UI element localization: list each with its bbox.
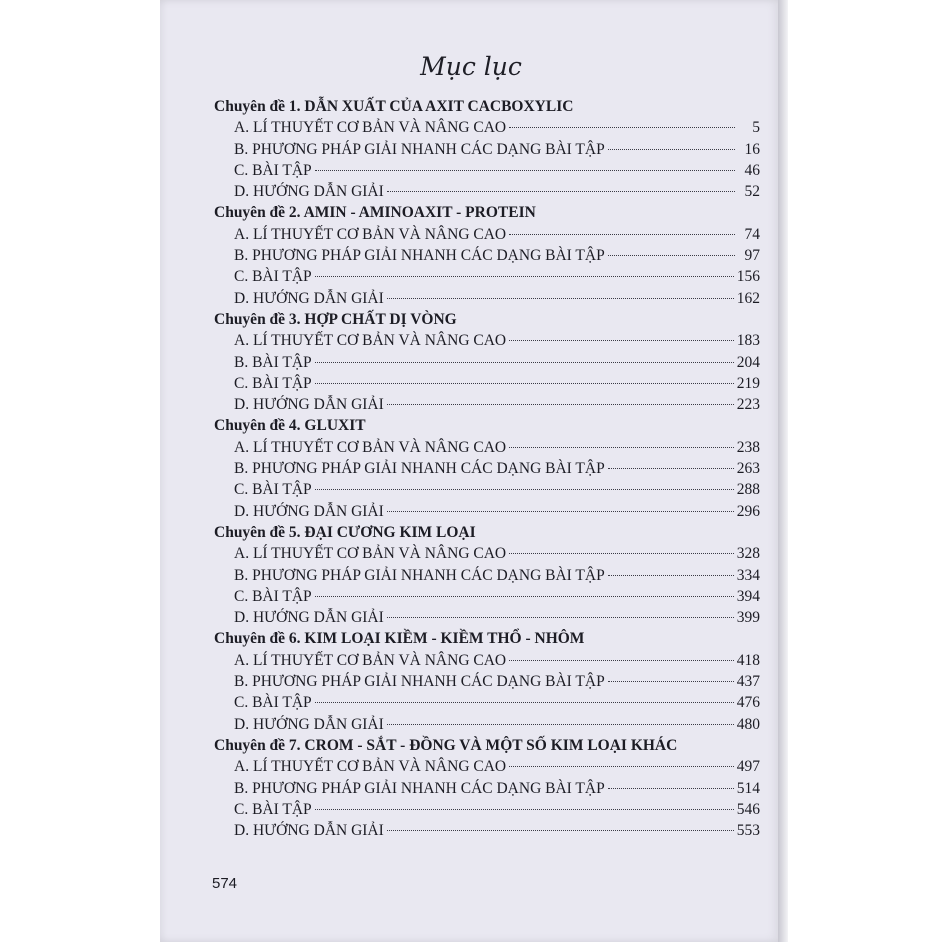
- toc-entry: [214, 266, 760, 287]
- toc-entry-label: C. BÀI TẬP: [234, 694, 312, 712]
- toc-entry: [214, 671, 760, 692]
- toc-entry: [214, 373, 760, 394]
- toc-entry-label: D. HƯỚNG DẪN GIẢI: [234, 289, 384, 307]
- toc-entry-label: A. LÍ THUYẾT CƠ BẢN VÀ NÂNG CAO: [234, 651, 507, 669]
- toc-entry-label: C. BÀI TẬP: [234, 161, 312, 179]
- dot-leader: [387, 511, 734, 512]
- dot-leader: [509, 553, 734, 554]
- toc-entry-page: 263: [736, 460, 760, 478]
- toc-entry-page: 497: [736, 758, 760, 776]
- toc-entry-label: B. PHƯƠNG PHÁP GIẢI NHANH CÁC DẠNG BÀI TẬP: [234, 247, 605, 265]
- toc-entry: [214, 692, 760, 713]
- toc-entry-page: 328: [736, 545, 760, 563]
- page-edge: [778, 0, 788, 942]
- section-title: Chuyên đề 5. ĐẠI CƯƠNG KIM LOẠI: [214, 523, 476, 541]
- toc-entry-label: D. HƯỚNG DẪN GIẢI: [234, 822, 384, 840]
- toc-entry-label: A. LÍ THUYẾT CƠ BẢN VÀ NÂNG CAO: [234, 119, 507, 137]
- dot-leader: [608, 575, 734, 576]
- toc-entry-page: 5: [752, 119, 760, 137]
- toc-entry-label: D. HƯỚNG DẪN GIẢI: [234, 502, 384, 520]
- toc-entry: [214, 714, 760, 735]
- toc-entry-label: B. BÀI TẬP: [234, 353, 312, 371]
- toc-entry-label: D. HƯỚNG DẪN GIẢI: [234, 609, 384, 627]
- toc-entry: [214, 565, 760, 586]
- table-of-contents: [214, 96, 760, 841]
- toc-entry-page: 16: [744, 140, 760, 158]
- toc-entry: [214, 288, 760, 309]
- toc-entry: [214, 756, 760, 777]
- toc-entry-page: 52: [744, 183, 760, 201]
- toc-entry: [214, 117, 760, 138]
- toc-entry-label: D. HƯỚNG DẪN GIẢI: [234, 715, 384, 733]
- toc-entry-page: 238: [736, 438, 760, 456]
- dot-leader: [608, 468, 734, 469]
- toc-entry-page: 97: [744, 247, 760, 265]
- dot-leader: [387, 830, 734, 831]
- toc-heading: Mục lục: [420, 52, 522, 81]
- dot-leader: [509, 766, 734, 767]
- dot-leader: [608, 788, 734, 789]
- dot-leader: [509, 127, 735, 128]
- section-title: Chuyên đề 7. CROM - SẮT - ĐỒNG VÀ MỘT SỐ KIM LOẠI KHÁC: [214, 736, 678, 754]
- toc-entry-page: 418: [736, 651, 760, 669]
- dot-leader: [387, 724, 734, 725]
- toc-entry-page: 46: [744, 161, 760, 179]
- toc-entry-page: 437: [736, 673, 760, 691]
- toc-entry-label: A. LÍ THUYẾT CƠ BẢN VÀ NÂNG CAO: [234, 545, 507, 563]
- dot-leader: [387, 617, 734, 618]
- book-page: [160, 0, 782, 942]
- toc-entry-page: 162: [736, 289, 760, 307]
- toc-entry-page: 223: [736, 396, 760, 414]
- toc-entry: [214, 139, 760, 160]
- toc-entry: [214, 394, 760, 415]
- background: [0, 0, 160, 942]
- toc-entry-label: C. BÀI TẬP: [234, 481, 312, 499]
- toc-entry-page: 334: [736, 566, 760, 584]
- toc-entry-label: B. PHƯƠNG PHÁP GIẢI NHANH CÁC DẠNG BÀI TẬP: [234, 460, 605, 478]
- dot-leader: [315, 276, 734, 277]
- dot-leader: [509, 447, 734, 448]
- toc-entry-label: A. LÍ THUYẾT CƠ BẢN VÀ NÂNG CAO: [234, 758, 507, 776]
- toc-entry: [214, 224, 760, 245]
- dot-leader: [387, 298, 734, 299]
- dot-leader: [509, 660, 734, 661]
- toc-entry-label: A. LÍ THUYẾT CƠ BẢN VÀ NÂNG CAO: [234, 438, 507, 456]
- toc-entry: [214, 437, 760, 458]
- dot-leader: [315, 809, 734, 810]
- section-title: Chuyên đề 1. DẪN XUẤT CỦA AXIT CACBOXYLIC: [214, 98, 574, 115]
- toc-entry-page: 296: [736, 502, 760, 520]
- toc-entry-label: D. HƯỚNG DẪN GIẢI: [234, 183, 384, 201]
- dot-leader: [315, 596, 734, 597]
- toc-entry: [214, 160, 760, 181]
- dot-leader: [608, 149, 735, 150]
- dot-leader: [608, 681, 734, 682]
- section-title: Chuyên đề 4. GLUXIT: [214, 417, 366, 435]
- toc-entry-label: B. PHƯƠNG PHÁP GIẢI NHANH CÁC DẠNG BÀI TẬP: [234, 779, 605, 797]
- toc-entry-page: 553: [736, 822, 760, 840]
- toc-entry-page: 546: [736, 800, 760, 818]
- dot-leader: [608, 255, 735, 256]
- dot-leader: [387, 404, 734, 405]
- toc-entry: [214, 352, 760, 373]
- dot-leader: [509, 234, 735, 235]
- toc-entry-label: A. LÍ THUYẾT CƠ BẢN VÀ NÂNG CAO: [234, 332, 507, 350]
- toc-entry-page: 74: [744, 225, 760, 243]
- dot-leader: [315, 170, 735, 171]
- toc-entry-label: B. PHƯƠNG PHÁP GIẢI NHANH CÁC DẠNG BÀI TẬP: [234, 673, 605, 691]
- toc-entry: [214, 778, 760, 799]
- toc-entry-page: 204: [736, 353, 760, 371]
- toc-entry: [214, 330, 760, 351]
- dot-leader: [315, 489, 734, 490]
- toc-entry-page: 399: [736, 609, 760, 627]
- toc-entry-label: B. PHƯƠNG PHÁP GIẢI NHANH CÁC DẠNG BÀI TẬP: [234, 566, 605, 584]
- toc-entry-label: C. BÀI TẬP: [234, 374, 312, 392]
- toc-entry-label: D. HƯỚNG DẪN GIẢI: [234, 396, 384, 414]
- toc-entry: [214, 479, 760, 500]
- dot-leader: [315, 383, 734, 384]
- toc-entry-page: 219: [736, 374, 760, 392]
- toc-entry-label: C. BÀI TẬP: [234, 587, 312, 605]
- toc-entry-page: 394: [736, 587, 760, 605]
- dot-leader: [509, 340, 734, 341]
- toc-entry: [214, 586, 760, 607]
- dot-leader: [315, 362, 734, 363]
- toc-entry: [214, 799, 760, 820]
- toc-entry: [214, 458, 760, 479]
- dot-leader: [387, 191, 735, 192]
- toc-entry-page: 288: [736, 481, 760, 499]
- toc-entry: [214, 650, 760, 671]
- toc-entry-page: 183: [736, 332, 760, 350]
- section-title: Chuyên đề 2. AMIN - AMINOAXIT - PROTEIN: [214, 204, 536, 222]
- toc-entry: [214, 820, 760, 841]
- toc-entry-label: C. BÀI TẬP: [234, 268, 312, 286]
- toc-entry: [214, 181, 760, 202]
- toc-entry: [214, 543, 760, 564]
- page-number: 574: [212, 875, 238, 892]
- section-title: Chuyên đề 6. KIM LOẠI KIỀM - KIỀM THỔ - NHÔM: [214, 630, 585, 648]
- toc-entry: [214, 501, 760, 522]
- toc-entry-page: 480: [736, 715, 760, 733]
- section-title: Chuyên đề 3. HỢP CHẤT DỊ VÒNG: [214, 310, 457, 328]
- toc-entry-label: B. PHƯƠNG PHÁP GIẢI NHANH CÁC DẠNG BÀI TẬP: [234, 140, 605, 158]
- toc-entry-label: A. LÍ THUYẾT CƠ BẢN VÀ NÂNG CAO: [234, 225, 507, 243]
- toc-entry-page: 476: [736, 694, 760, 712]
- toc-entry-page: 514: [736, 779, 760, 797]
- toc-entry-label: C. BÀI TẬP: [234, 800, 312, 818]
- toc-entry-page: 156: [736, 268, 760, 286]
- toc-entry: [214, 607, 760, 628]
- toc-entry: [214, 245, 760, 266]
- dot-leader: [315, 702, 734, 703]
